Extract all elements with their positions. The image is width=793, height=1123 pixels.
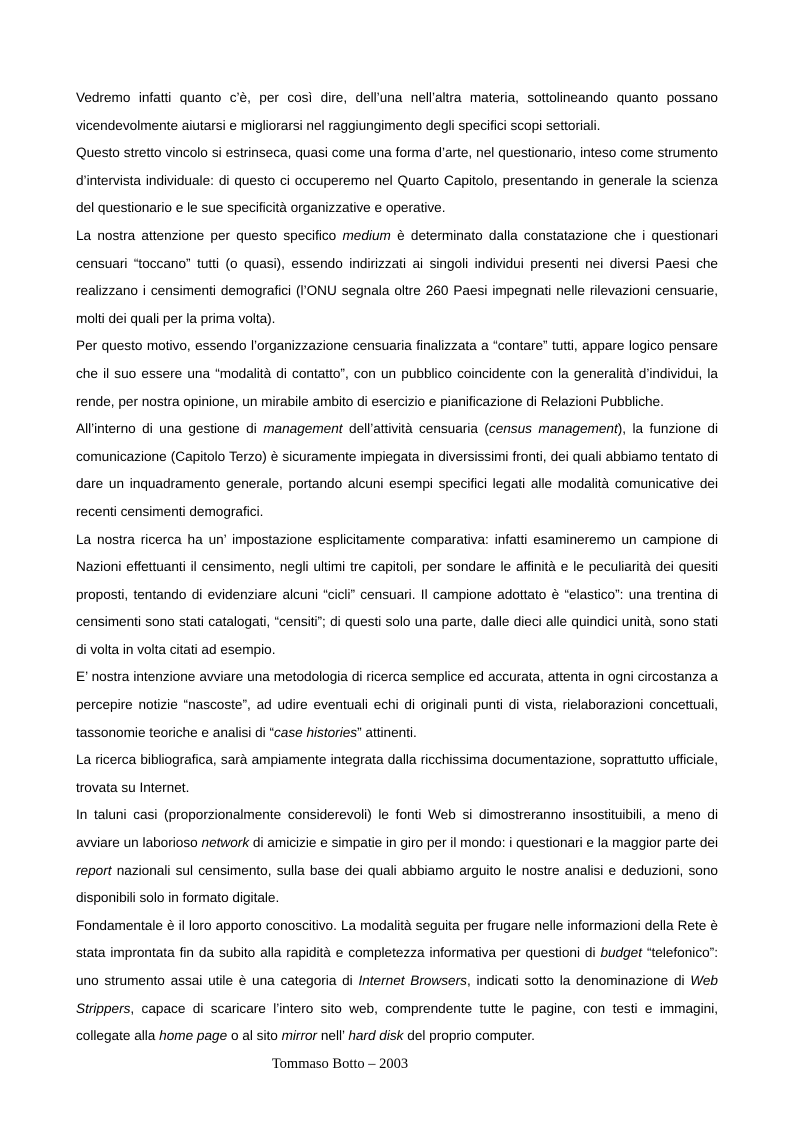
paragraph [76, 912, 718, 1050]
text-run: “telefonico”: uno strumento assai utile è una categoria di [76, 945, 718, 988]
paragraph [76, 415, 718, 525]
text-run: ” attinenti. [357, 724, 417, 740]
italic-term: Internet Browsers [358, 973, 467, 988]
text-run: , indicati sotto la denominazione di [466, 973, 691, 988]
paragraph [76, 801, 718, 911]
body-text [76, 84, 718, 1050]
italic-term: mirror [281, 1028, 318, 1044]
italic-term: medium [342, 227, 391, 243]
text-run: o al sito [227, 1028, 282, 1044]
text-run: dell’attività censuaria ( [342, 421, 489, 437]
text-run: All’interno di una gestione di [76, 421, 264, 437]
paragraph [76, 526, 718, 664]
text-run: Vedremo infatti quanto c’è, per così dire, dell’una nell’altra materia, sottolineando quanto possano vicendevolmente aiutarsi e migliorarsi nel raggiungimento degli specifici scopi settoriali. [76, 90, 718, 133]
paragraph [76, 139, 718, 222]
italic-term: report [76, 862, 112, 878]
text-run: ), la funzione di comunicazione (Capitolo Terzo) è sicuramente impiegata in diversissimi fronti, dei quali abbiamo tentato di dare un inquadramento generale, portando alcuni esempi specifici legati alle modalità comunicative dei recenti censimenti demografici. [76, 421, 718, 519]
paragraph [76, 663, 718, 746]
text-run: La nostra attenzione per questo specifico [76, 227, 343, 243]
paragraph [76, 84, 718, 139]
italic-term: Web Strippers [76, 973, 718, 1016]
text-run: è determinato dalla constatazione che i questionari censuari “toccano” tutti (o quasi), essendo indirizzati ai singoli individui presenti nei diversi Paesi che realizzano i censimenti demografici (l’ONU segnala oltre 260 Paesi impegnati nelle rilevazioni censuarie, molti dei quali per la prima volta). [76, 227, 718, 326]
italic-term: census management [488, 421, 618, 437]
text-run: La nostra ricerca ha un’ impostazione esplicitamente comparativa: infatti esamineremo un campione di Nazioni effettuanti il censimento, negli ultimi tre capitoli, per sondare le affinità e le peculiarità dei quesiti proposti, tentando di evidenziare alcuni “cicli” censuari. Il campione adottato è “elastico”: una trentina di censimenti sono stati catalogati, “censiti”; di questi solo una parte, dalle dieci alle quindici unità, sono stati di volta in volta citati ad esempio. [76, 531, 718, 657]
text-run: nazionali sul censimento, sulla base dei quali abbiamo arguito le nostre analisi e deduzioni, sono disponibili solo in formato digitale. [76, 862, 718, 906]
paragraph [76, 746, 718, 801]
text-run: E’ nostra intenzione avviare una metodologia di ricerca semplice ed accurata, attenta in ogni circostanza a percepire notizie “nascoste”, ad udire eventuali echi di originali punti di vista, rielaborazioni concettuali, tassonomie teoriche e analisi di “ [76, 669, 718, 740]
paragraph [76, 332, 718, 415]
text-run: di amicizie e simpatie in giro per il mondo: i questionari e la maggior parte dei [249, 835, 718, 851]
text-run: , capace di scaricare l’intero sito web, comprendente tutte le pagine, con testi e immagini, collegate alla [76, 1000, 718, 1044]
text-run: Per questo motivo, essendo l’organizzazione censuaria finalizzata a “contare” tutti, appare logico pensare che il suo essere una “modalità di contatto”, con un pubblico coincidente con la generalità d’individui, la rende, per nostra opinione, un mirabile ambito di esercizio e pianificazione di Relazioni Pubbliche. [76, 338, 718, 409]
text-run: nell’ [317, 1028, 349, 1044]
italic-term: management [263, 421, 343, 437]
italic-term: case histories [273, 724, 358, 740]
italic-term: network [201, 835, 250, 851]
text-run: In taluni casi (proporzionalmente considerevoli) le fonti Web si dimostreranno insostituibili, a meno di avviare un laborioso [76, 807, 718, 851]
paragraph [76, 222, 718, 332]
text-run: del proprio computer. [403, 1028, 535, 1044]
italic-term: budget [600, 945, 643, 961]
text-run: La ricerca bibliografica, sarà ampiamente integrata dalla ricchissima documentazione, soprattutto ufficiale, trovata su Internet. [76, 752, 718, 795]
text-run: Fondamentale è il loro apporto conoscitivo. La modalità seguita per frugare nelle informazioni della Rete è stata improntata fin da subito alla rapidità e completezza informativa per questioni di [76, 917, 718, 961]
italic-term: hard disk [348, 1028, 404, 1044]
text-run: Questo stretto vincolo si estrinseca, quasi come una forma d’arte, nel questionario, inteso come strumento d’intervista individuale: di questo ci occuperemo nel Quarto Capitolo, presentando in generale la scienza del questionario e le sue specificità organizzative e operative. [76, 145, 718, 216]
page-footer: Tommaso Botto – 2003 [271, 1056, 409, 1072]
italic-term: home page [159, 1028, 228, 1044]
